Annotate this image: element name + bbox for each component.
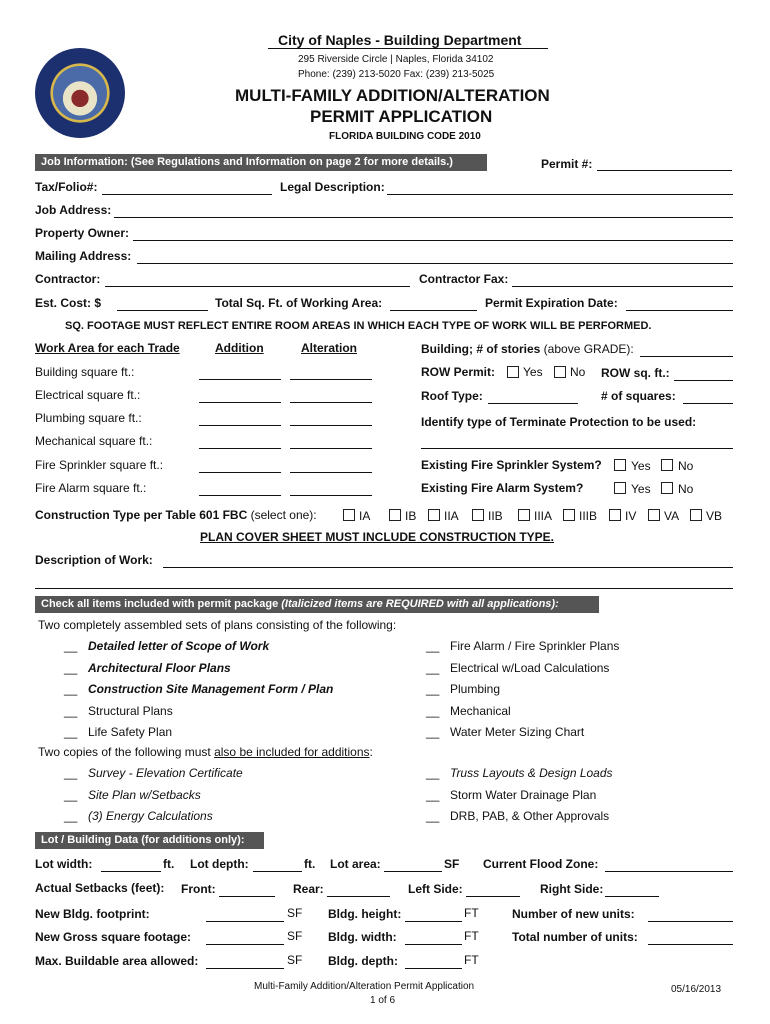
total-sqft-label: Total Sq. Ft. of Working Area:: [215, 296, 383, 310]
page-number: 1 of 6: [370, 995, 396, 1006]
right-side-field[interactable]: [605, 896, 659, 897]
check-blank[interactable]: __: [64, 660, 78, 675]
check-blank[interactable]: __: [426, 766, 440, 780]
additions-intro: [38, 745, 373, 759]
plans-intro: Two completely assembled sets of plans consisting of the following:: [38, 618, 397, 632]
permit-number-label: Permit #:: [541, 157, 593, 171]
trade-row-label: Plumbing square ft.:: [35, 411, 142, 425]
fire-sprinkler-label: Existing Fire Sprinkler System?: [421, 458, 602, 472]
row-permit-yes-checkbox[interactable]: [507, 366, 519, 378]
sprinkler-no-label: No: [678, 459, 694, 473]
lot-depth-unit: ft.: [304, 857, 316, 871]
job-address-label: Job Address:: [35, 203, 112, 217]
sprinkler-no-checkbox[interactable]: [661, 459, 673, 471]
expiration-date-field[interactable]: [626, 310, 733, 311]
mailing-address-field[interactable]: [137, 263, 733, 264]
alarm-yes-label: Yes: [631, 482, 651, 496]
check-blank[interactable]: __: [426, 809, 440, 823]
legal-description-label: Legal Description:: [280, 180, 385, 194]
buildable-area-unit: SF: [287, 953, 303, 967]
contractor-field[interactable]: [105, 286, 410, 287]
checklist-item: Detailed letter of Scope of Work: [88, 639, 270, 653]
footprint-label: New Bldg. footprint:: [35, 907, 150, 921]
trade-row-label: Building square ft.:: [35, 365, 135, 379]
alteration-field[interactable]: [290, 379, 372, 380]
setbacks-label: Actual Setbacks (feet):: [35, 881, 165, 895]
construction-type-label: IIIA: [534, 509, 553, 523]
construction-type-label-rest: (select one):: [247, 508, 317, 522]
check-blank[interactable]: __: [426, 725, 440, 739]
revision-date: 05/16/2013: [671, 984, 722, 995]
construction-type-label: IIA: [444, 509, 459, 523]
checklist-header-note: (Italicized items are REQUIRED with all applications):: [278, 598, 559, 610]
checklist-item: Survey - Elevation Certificate: [88, 766, 243, 780]
job-address-field[interactable]: [114, 217, 733, 218]
alteration-column-header: Alteration: [301, 341, 358, 355]
trade-column-header: Work Area for each Trade: [35, 341, 180, 355]
row-permit-yes-label: Yes: [523, 365, 543, 379]
check-blank[interactable]: __: [426, 787, 440, 802]
bldg-width-field[interactable]: [405, 944, 462, 945]
footprint-field[interactable]: [206, 921, 284, 922]
left-side-field[interactable]: [466, 896, 520, 897]
check-blank[interactable]: __: [426, 639, 440, 653]
bldg-depth-label: Bldg. depth:: [328, 954, 398, 968]
trade-row-label: Mechanical square ft.:: [35, 434, 153, 448]
alarm-yes-checkbox[interactable]: [614, 482, 626, 494]
construction-type-iiia-checkbox[interactable]: [518, 509, 530, 521]
address-text: 295 Riverside Circle | Naples, Florida 34102: [298, 54, 494, 65]
alteration-field[interactable]: [290, 425, 372, 426]
stories-label-rest: (above GRADE):: [540, 342, 634, 356]
addition-field[interactable]: [199, 402, 281, 403]
checklist-header-text: Check all items included with permit package: [41, 598, 279, 610]
document-title: MULTI-FAMILY ADDITION/ALTERATION: [235, 86, 550, 105]
lot-area-field[interactable]: [384, 871, 442, 872]
check-blank[interactable]: __: [64, 703, 78, 718]
permit-number-field[interactable]: [597, 170, 732, 171]
total-units-label: Total number of units:: [512, 930, 638, 944]
description-field-2[interactable]: [35, 588, 733, 589]
flood-zone-field[interactable]: [605, 871, 733, 872]
footer-title: Multi-Family Addition/Alteration Permit Application: [254, 981, 475, 992]
est-cost-label: Est. Cost: $: [35, 296, 102, 310]
squares-label: # of squares:: [601, 389, 676, 403]
addition-column-header: Addition: [215, 341, 264, 355]
squares-field[interactable]: [683, 403, 733, 404]
stories-field[interactable]: [640, 356, 733, 357]
total-sqft-field[interactable]: [390, 310, 477, 311]
check-blank[interactable]: __: [426, 703, 440, 718]
total-units-field[interactable]: [648, 944, 733, 945]
addition-field[interactable]: [199, 448, 281, 449]
tax-folio-field[interactable]: [102, 194, 272, 195]
department-title: City of Naples - Building Department: [278, 32, 522, 48]
right-side-label: Right Side:: [540, 882, 604, 896]
trade-row-label: Electrical square ft.:: [35, 388, 141, 402]
fire-alarm-label: Existing Fire Alarm System?: [421, 481, 584, 495]
stories-label-bold: Building; # of stories: [421, 342, 541, 356]
buildable-area-field[interactable]: [206, 968, 284, 969]
bldg-height-label: Bldg. height:: [328, 907, 402, 921]
alteration-field[interactable]: [290, 495, 372, 496]
flood-zone-label: Current Flood Zone:: [483, 857, 599, 871]
check-blank[interactable]: __: [64, 766, 78, 780]
construction-type-label: VB: [706, 509, 723, 523]
job-info-header: Job Information: (See Regulations and Information on page 2 for more details.): [35, 154, 487, 171]
checklist-item: Mechanical: [450, 703, 511, 718]
construction-type-label: IB: [405, 509, 417, 523]
tax-folio-label: Tax/Folio#:: [35, 180, 98, 194]
construction-type-va-checkbox[interactable]: [648, 509, 660, 521]
checklist-item: Life Safety Plan: [88, 725, 173, 739]
bldg-height-field[interactable]: [405, 921, 462, 922]
document-subtitle: PERMIT APPLICATION: [310, 107, 493, 126]
additions-intro-colon: :: [369, 745, 373, 759]
checklist-item: Plumbing: [450, 682, 501, 696]
construction-type-label: IA: [359, 509, 371, 523]
construction-type-iiib-checkbox[interactable]: [563, 509, 575, 521]
contractor-fax-label: Contractor Fax:: [419, 272, 509, 286]
addition-field[interactable]: [199, 425, 281, 426]
trade-row-label: Fire Alarm square ft.:: [35, 481, 147, 495]
construction-type-label: VA: [664, 509, 680, 523]
lot-width-label: Lot width:: [35, 857, 93, 871]
sqft-notice: SQ. FOOTAGE MUST REFLECT ENTIRE ROOM AREAS IN WHICH EACH TYPE OF WORK WILL BE PERFORMED.: [65, 320, 652, 332]
contractor-label: Contractor:: [35, 272, 101, 286]
buildable-area-label: Max. Buildable area allowed:: [35, 954, 199, 968]
check-blank[interactable]: __: [64, 787, 78, 802]
row-permit-label: ROW Permit:: [421, 365, 496, 379]
checklist-item: Construction Site Management Form / Plan: [88, 682, 334, 696]
bldg-width-label: Bldg. width:: [328, 930, 397, 944]
alarm-no-checkbox[interactable]: [661, 482, 673, 494]
alarm-no-label: No: [678, 482, 694, 496]
termite-field[interactable]: [421, 448, 733, 449]
mailing-address-label: Mailing Address:: [35, 249, 132, 263]
row-permit-no-label: No: [570, 365, 586, 379]
construction-type-label: [35, 508, 317, 522]
additions-intro-text: Two copies of the following must: [38, 745, 215, 759]
checklist-item: Architectural Floor Plans: [88, 660, 231, 675]
construction-type-label: IIB: [488, 509, 503, 523]
lot-width-unit: ft.: [163, 857, 175, 871]
checklist-item: DRB, PAB, & Other Approvals: [450, 809, 610, 823]
checklist-item: Fire Alarm / Fire Sprinkler Plans: [450, 639, 620, 653]
check-blank[interactable]: __: [64, 725, 78, 739]
checklist-item: Electrical w/Load Calculations: [450, 660, 610, 675]
additions-intro-underlined: also be included for additions: [214, 745, 370, 759]
new-units-label: Number of new units:: [512, 907, 635, 921]
front-setback-field[interactable]: [219, 896, 275, 897]
left-side-label: Left Side:: [408, 882, 463, 896]
stories-label: [421, 342, 634, 356]
bldg-depth-unit: FT: [464, 953, 479, 967]
front-label: Front:: [181, 882, 216, 896]
sprinkler-yes-label: Yes: [631, 459, 651, 473]
checklist-item: Site Plan w/Setbacks: [88, 787, 201, 802]
bldg-height-unit: FT: [464, 906, 479, 920]
check-blank[interactable]: __: [426, 682, 440, 696]
construction-type-label-bold: Construction Type per Table 601 FBC: [35, 508, 248, 522]
addition-field[interactable]: [199, 472, 281, 473]
gross-sqft-field[interactable]: [206, 944, 284, 945]
construction-type-iia-checkbox[interactable]: [428, 509, 440, 521]
new-units-field[interactable]: [648, 921, 733, 922]
check-blank[interactable]: __: [64, 682, 78, 696]
trade-row-label: Fire Sprinkler square ft.:: [35, 458, 164, 472]
termite-label: Identify type of Terminate Protection to be used:: [421, 415, 697, 429]
lot-width-field[interactable]: [101, 871, 161, 872]
gross-sqft-unit: SF: [287, 929, 303, 943]
footprint-unit: SF: [287, 906, 303, 920]
checklist-header: [35, 596, 599, 613]
lot-data-header: Lot / Building Data (for additions only):: [35, 832, 264, 849]
rear-setback-field[interactable]: [327, 896, 390, 897]
checklist-item: Storm Water Drainage Plan: [450, 787, 597, 802]
construction-type-ib-checkbox[interactable]: [389, 509, 401, 521]
contractor-fax-field[interactable]: [512, 286, 733, 287]
rear-label: Rear:: [293, 882, 324, 896]
checklist-item: Water Meter Sizing Chart: [450, 725, 585, 739]
lot-area-unit: SF: [444, 857, 460, 871]
checklist-item: (3) Energy Calculations: [88, 809, 213, 823]
property-owner-label: Property Owner:: [35, 226, 130, 240]
title-underline: [268, 48, 548, 49]
checklist-item: Truss Layouts & Design Loads: [450, 766, 613, 780]
construction-type-iv-checkbox[interactable]: [609, 509, 621, 521]
checklist-item: Structural Plans: [88, 703, 173, 718]
lot-area-label: Lot area:: [330, 857, 381, 871]
alteration-field[interactable]: [290, 402, 372, 403]
alteration-field[interactable]: [290, 448, 372, 449]
legal-description-field[interactable]: [387, 194, 733, 195]
cover-sheet-notice: PLAN COVER SHEET MUST INCLUDE CONSTRUCTION TYPE.: [200, 530, 555, 544]
description-label: Description of Work:: [35, 553, 153, 567]
bldg-width-unit: FT: [464, 929, 479, 943]
est-cost-field[interactable]: [117, 310, 208, 311]
gross-sqft-label: New Gross square footage:: [35, 930, 192, 944]
lot-depth-field[interactable]: [253, 871, 302, 872]
lot-depth-label: Lot depth:: [190, 857, 249, 871]
row-sqft-field[interactable]: [674, 380, 733, 381]
construction-type-iib-checkbox[interactable]: [472, 509, 484, 521]
sprinkler-yes-checkbox[interactable]: [614, 459, 626, 471]
construction-type-vb-checkbox[interactable]: [690, 509, 702, 521]
construction-type-label: IV: [625, 509, 637, 523]
bldg-depth-field[interactable]: [405, 968, 462, 969]
property-owner-field[interactable]: [133, 240, 733, 241]
addition-field[interactable]: [199, 495, 281, 496]
description-field[interactable]: [163, 567, 733, 568]
alteration-field[interactable]: [290, 472, 372, 473]
check-blank[interactable]: __: [426, 660, 440, 675]
row-sqft-label: ROW sq. ft.:: [601, 366, 670, 380]
expiration-date-label: Permit Expiration Date:: [485, 296, 618, 310]
row-permit-no-checkbox[interactable]: [554, 366, 566, 378]
city-seal-logo: [35, 48, 125, 138]
phone-text: Phone: (239) 213-5020 Fax: (239) 213-5025: [298, 69, 495, 80]
construction-type-ia-checkbox[interactable]: [343, 509, 355, 521]
check-blank[interactable]: __: [64, 809, 78, 823]
addition-field[interactable]: [199, 379, 281, 380]
construction-type-label: IIIB: [579, 509, 598, 523]
check-blank[interactable]: __: [64, 639, 78, 653]
building-code: FLORIDA BUILDING CODE 2010: [329, 131, 481, 142]
roof-type-field[interactable]: [488, 403, 578, 404]
roof-type-label: Roof Type:: [421, 389, 483, 403]
